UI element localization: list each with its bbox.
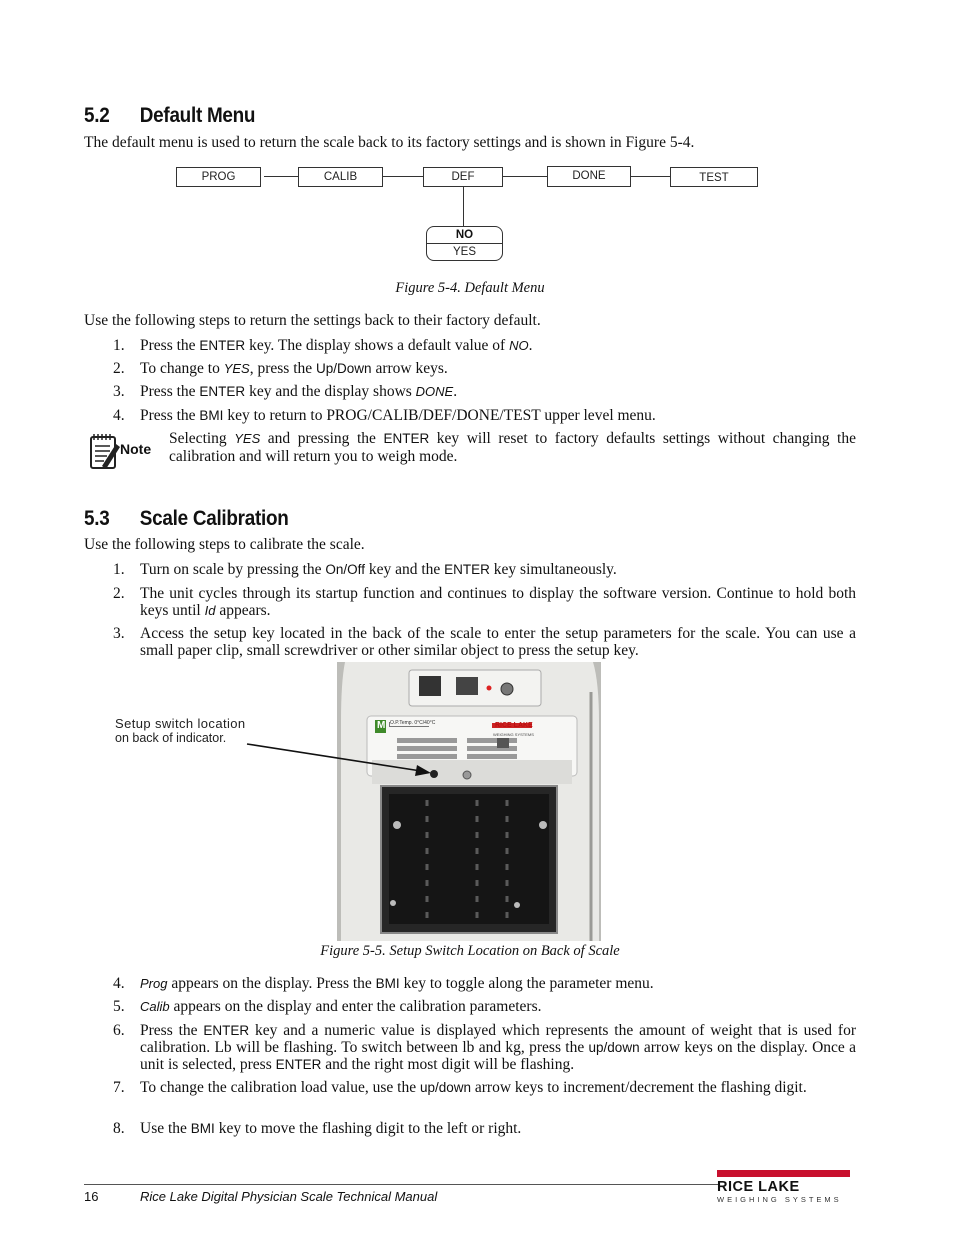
list-item: 7. To change the calibration load value, use the up/down arrow keys to increment/decrement the flashing digit.	[113, 1079, 807, 1096]
list-item: 3. Access the setup key located in the back of the scale to enter the setup parameters for the scale. You can use a small paper clip, small screwdriver or other similar object to press the setup key.	[113, 625, 856, 659]
section-number: 5.3	[84, 507, 110, 530]
menu-box-calib: CALIB	[298, 167, 383, 187]
steps-intro: Use the following steps to return the settings back to their factory default.	[84, 312, 541, 329]
list-item: 4. Prog appears on the display. Press the BMI key to toggle along the parameter menu.	[113, 975, 654, 992]
section-title: Default Menu	[139, 104, 256, 127]
note-icon	[88, 432, 160, 472]
connector	[463, 187, 464, 227]
list-item: 8. Use the BMI key to move the flashing digit to the left or right.	[113, 1120, 522, 1137]
label-op-temp: O.P.Temp. 0°C/40°C	[390, 720, 436, 726]
section-title: Scale Calibration	[139, 507, 289, 530]
menu-box-yes: YES	[426, 243, 503, 261]
rice-lake-logo: RICE LAKE WEIGHING SYSTEMS	[717, 1170, 850, 1206]
callout-arrow	[245, 738, 435, 778]
figure-caption: Figure 5-4. Default Menu	[395, 280, 545, 296]
section-intro: Use the following steps to calibrate the scale.	[84, 536, 365, 553]
section-heading-default-menu	[84, 104, 255, 128]
note-label: Note	[120, 441, 152, 457]
section-number: 5.2	[84, 104, 110, 127]
menu-box-def: DEF	[423, 167, 503, 187]
list-item: 4. Press the BMI key to return to PROG/CALIB/DEF/DONE/TEST upper level menu.	[113, 407, 656, 424]
figure-caption: Figure 5-5. Setup Switch Location on Back of Scale	[320, 943, 620, 959]
list-item: 2. To change to YES, press the Up/Down arrow keys.	[113, 360, 448, 377]
label-model-badge: M	[377, 720, 386, 731]
menu-box-test: TEST	[670, 167, 758, 187]
scale-back-photo	[337, 662, 601, 941]
footer-rule	[84, 1184, 718, 1185]
page-number: 16	[84, 1189, 99, 1204]
footer-doc-title: Rice Lake Digital Physician Scale Technical Manual	[140, 1189, 438, 1204]
connector	[631, 176, 670, 177]
list-item: 5. Calib appears on the display and enter the calibration parameters.	[113, 998, 542, 1015]
connector	[383, 176, 423, 177]
list-item: 2. The unit cycles through its startup function and continues to display the software version. Continue to hold both keys until Id appears.	[113, 585, 856, 619]
photo-callout: Setup switch location on back of indicator.	[115, 716, 246, 745]
list-item: 1. Turn on scale by pressing the On/Off key and the ENTER key simultaneously.	[113, 561, 617, 578]
list-item: 3. Press the ENTER key and the display shows DONE.	[113, 383, 458, 400]
label-brand-sub: WEIGHING SYSTEMS	[493, 732, 534, 737]
label-brand: RICE LAKE	[495, 722, 533, 729]
note-text: Selecting YES and pressing the ENTER key will reset to factory defaults settings without changing the calibration and will return you to weigh mode.	[169, 430, 856, 465]
section-intro: The default menu is used to return the scale back to its factory settings and is shown in Figure 5-4.	[84, 134, 695, 151]
list-item: 1. Press the ENTER key. The display shows a default value of NO.	[113, 337, 533, 354]
list-item: 6. Press the ENTER key and a numeric value is displayed which represents the amount of weight that is used for calibration. Lb will be flashing. To switch between lb and kg, press the up/down arrow keys on the display. Once a unit is selected, press ENTER and the right most digit will be flashing.	[113, 1022, 856, 1073]
connector	[503, 176, 547, 177]
menu-box-prog: PROG	[176, 167, 261, 187]
connector	[264, 176, 298, 177]
section-heading-scale-calibration	[84, 507, 289, 531]
menu-box-no: NO	[426, 226, 503, 244]
menu-box-done: DONE	[547, 166, 631, 187]
